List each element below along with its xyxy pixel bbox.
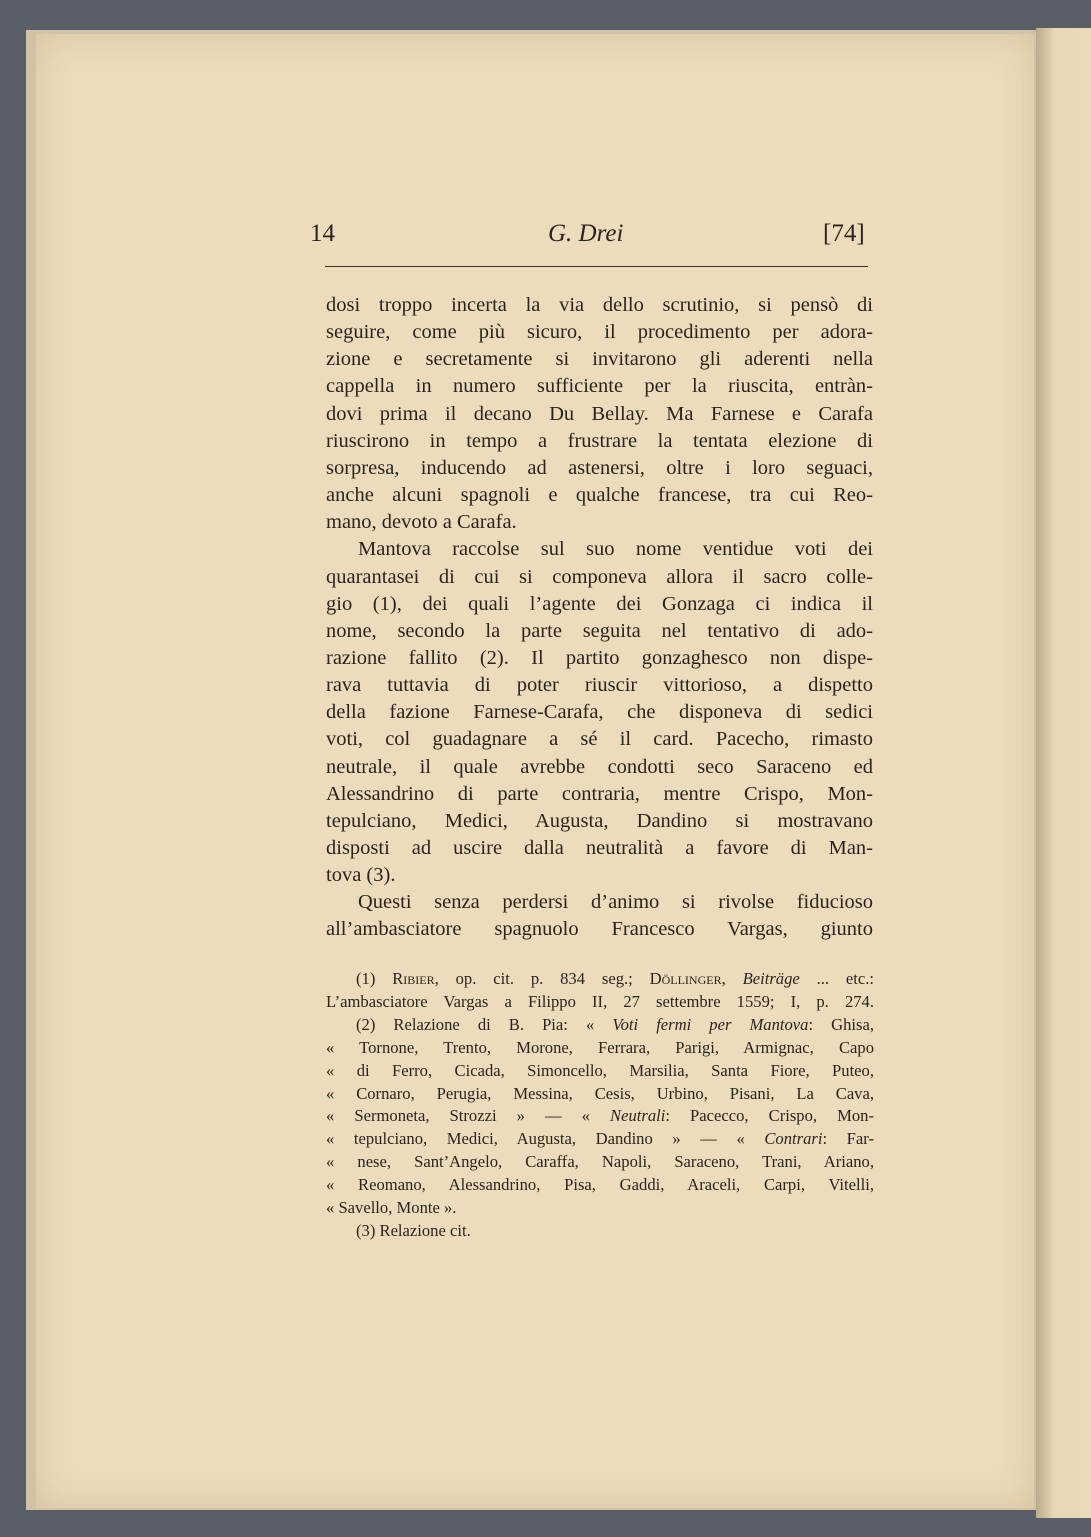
- body-line: mano, devoto a Carafa.: [326, 511, 517, 534]
- body-line: Mantova raccolse sul suo nome ventidue voti dei: [358, 538, 873, 561]
- footnote-line: [326, 1129, 874, 1149]
- footnote-segment: L’ambasciatore Vargas a Filippo II, 27 settembre 1559; I, p. 274.: [326, 991, 874, 1011]
- body-line: zione e secretamente si invitarono gli aderenti nella: [326, 348, 873, 371]
- footnote-segment: « Reomano, Alessandrino, Pisa, Gaddi, Araceli, Carpi, Vitelli,: [326, 1175, 874, 1195]
- footnote-line: [326, 1084, 874, 1104]
- body-line: tepulciano, Medici, Augusta, Dandino si mostravano: [326, 809, 873, 832]
- footnote-line: [326, 1015, 874, 1035]
- footnote-segment: Contrari: [764, 1129, 823, 1149]
- footnote-segment: Döllinger: [649, 969, 722, 988]
- footnote-segment: , op. cit. p. 834 seg.;: [434, 969, 650, 988]
- footnote-segment: : Pacecco, Crispo, Mon-: [665, 1106, 874, 1126]
- footnote-segment: (2) Relazione di B. Pia: «: [356, 1014, 613, 1034]
- body-line: disposti ad uscire dalla neutralità a favore di Man-: [326, 837, 873, 859]
- body-line: quarantasei di cui si componeva allora il sacro colle-: [326, 565, 873, 588]
- footnote-line: [326, 1038, 874, 1058]
- footnote-line: [326, 1106, 874, 1126]
- running-head-author: G. Drei: [548, 220, 624, 247]
- body-line: voti, col guadagnare a sé il card. Pacecho, rimasto: [326, 728, 873, 751]
- body-line: della fazione Farnese-Carafa, che disponeva di sedici: [326, 701, 873, 724]
- body-line: rava tuttavia di poter riuscir vittorioso, a dispetto: [326, 674, 873, 697]
- body-line: Questi senza perdersi d’animo si rivolse fiducioso: [358, 891, 873, 914]
- facing-page-edge: [1036, 28, 1091, 1518]
- footnote-segment: : Far-: [822, 1129, 874, 1149]
- footnote-line: [326, 992, 874, 1012]
- footnote-segment: ... etc.:: [799, 969, 875, 988]
- footnote-segment: « Sermoneta, Strozzi » — «: [326, 1106, 611, 1126]
- body-line: razione fallito (2). Il partito gonzaghesco non dispe-: [326, 646, 873, 669]
- footnote-segment: « Cornaro, Perugia, Messina, Cesis, Urbino, Pisani, La Cava,: [326, 1083, 874, 1103]
- page-number: 14: [310, 220, 335, 247]
- body-line: neutrale, il quale avrebbe condotti seco Saraceno ed: [326, 755, 873, 778]
- body-line: all’ambasciatore spagnuolo Francesco Vargas, giunto: [326, 918, 873, 941]
- body-line: sorpresa, inducendo ad astenersi, oltre i loro seguaci,: [326, 456, 873, 479]
- footnote-segment: « Savello, Monte ».: [326, 1198, 457, 1217]
- footnote-segment: « di Ferro, Cicada, Simoncello, Marsilia, Santa Fiore, Puteo,: [326, 1060, 874, 1080]
- body-line: cappella in numero sufficiente per la riuscita, entràn-: [326, 375, 873, 398]
- body-line: nome, secondo la parte seguita nel tentativo di ado-: [326, 619, 873, 642]
- footnote-line: [326, 1198, 874, 1218]
- footnote-segment: « Tornone, Trento, Morone, Ferrara, Parigi, Armignac, Capo: [326, 1037, 874, 1057]
- body-line: seguire, come più sicuro, il procedimento per adora-: [326, 321, 873, 344]
- body-line: dovi prima il decano Du Bellay. Ma Farnese e Carafa: [326, 402, 873, 425]
- footnote-segment: (1): [356, 969, 393, 988]
- body-line: riuscirono in tempo a frustrare la tentata elezione di: [326, 429, 873, 452]
- footnote-line: [326, 1221, 874, 1241]
- footnote-line: [326, 1152, 874, 1172]
- body-line: tova (3).: [326, 864, 396, 887]
- footnote-segment: « tepulciano, Medici, Augusta, Dandino » — «: [326, 1129, 765, 1149]
- footnote-segment: (3) Relazione cit.: [356, 1220, 471, 1240]
- footnote-line: [326, 969, 874, 989]
- footnote-segment: « nese, Sant’Angelo, Caraffa, Napoli, Saraceno, Trani, Ariano,: [326, 1152, 874, 1172]
- body-line: Alessandrino di parte contraria, mentre Crispo, Mon-: [326, 782, 873, 805]
- footnote-segment: Ribier: [392, 969, 435, 988]
- footnote-segment: Neutrali: [610, 1106, 666, 1126]
- footnote-segment: : Ghisa,: [808, 1014, 874, 1034]
- body-line: dosi troppo incerta la via dello scrutinio, si pensò di: [326, 294, 873, 316]
- footnote-line: [326, 1175, 874, 1195]
- footnote-segment: ,: [721, 969, 743, 988]
- footnote-line: [326, 1061, 874, 1081]
- body-line: gio (1), dei quali l’agente dei Gonzaga ci indica il: [326, 592, 873, 615]
- original-page-number: [74]: [823, 220, 865, 247]
- header-rule: [325, 266, 868, 267]
- footnote-segment: Beiträge: [742, 969, 800, 988]
- body-line: anche alcuni spagnoli e qualche francese, tra cui Reo-: [326, 484, 873, 507]
- footnote-segment: Voti fermi per Mantova: [612, 1014, 809, 1034]
